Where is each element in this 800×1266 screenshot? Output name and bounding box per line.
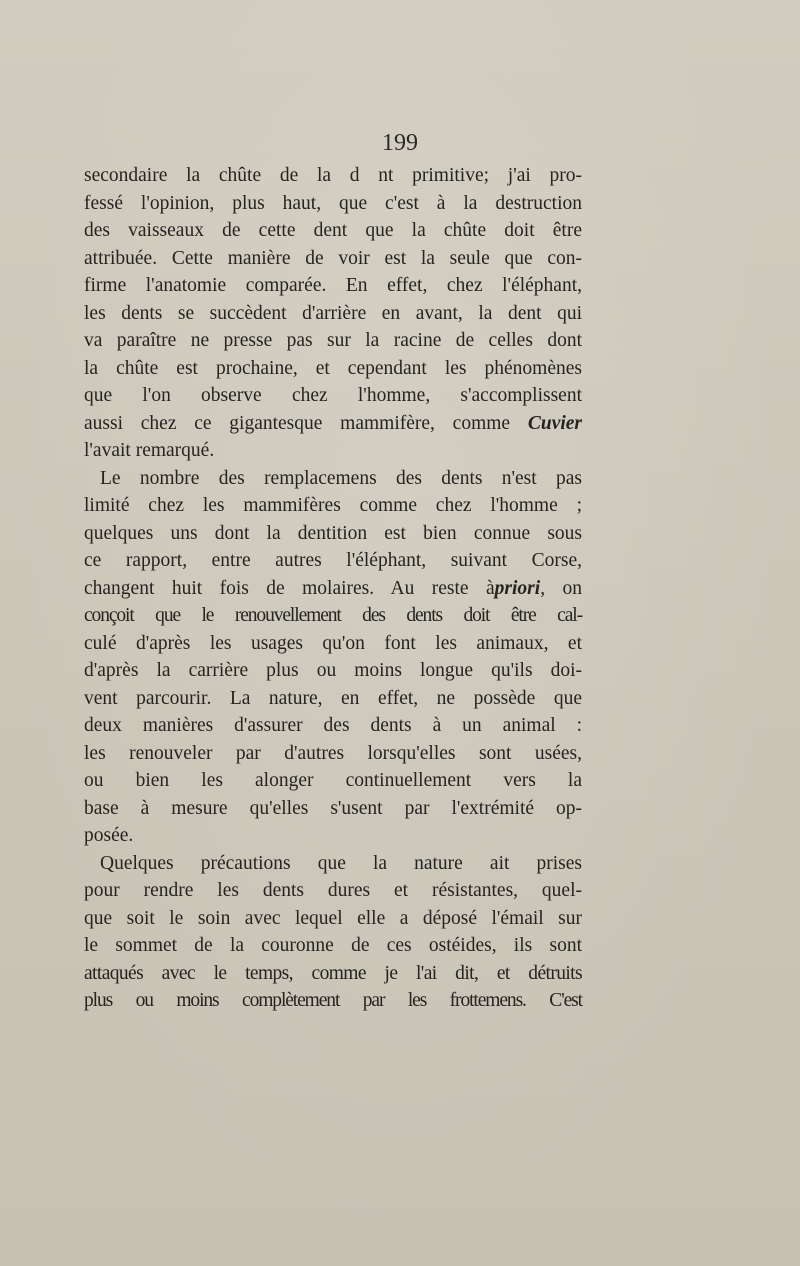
text-line: que soit le soin avec lequel elle a déposé l'émail sur bbox=[84, 907, 582, 929]
text-line: conçoit que le renouvellement des dents doit être cal- bbox=[84, 605, 582, 626]
text-line: quelques uns dont la dentition est bien connue sous bbox=[84, 522, 582, 544]
text-line: vent parcourir. La nature, en effet, ne possède que bbox=[84, 687, 582, 709]
text-line: limité chez les mammifères comme chez l'homme ; bbox=[84, 495, 582, 516]
text-line: secondaire la chûte de la d nt primitive; j'ai pro- bbox=[84, 165, 582, 186]
text-line: que l'on observe chez l'homme, s'accomplissent bbox=[84, 385, 582, 406]
paragraph-start-line: Quelques précautions que la nature ait prises bbox=[100, 852, 582, 874]
text-line: la chûte est prochaine, et cependant les phénomènes bbox=[84, 357, 582, 379]
text-line: deux manières d'assurer des dents à un animal : bbox=[84, 715, 582, 736]
paragraph-start-line: Le nombre des remplacemens des dents n'est pas bbox=[100, 467, 582, 489]
text-line: l'avait remarqué. bbox=[84, 440, 215, 461]
text-line: les dents se succèdent d'arrière en avant, la dent qui bbox=[84, 302, 582, 324]
italic-name-cuvier: Cuvier bbox=[527, 412, 583, 434]
text-line: posée. bbox=[84, 825, 134, 846]
page-number: 199 bbox=[382, 130, 418, 156]
italic-word-priori: priori bbox=[494, 577, 541, 599]
text-line-with-italic bbox=[84, 575, 582, 603]
text-line: firme l'anatomie comparée. En effet, chez l'éléphant, bbox=[84, 275, 582, 296]
text-line: fessé l'opinion, plus haut, que c'est à la destruction bbox=[84, 192, 582, 214]
text-line: base à mesure qu'elles s'usent par l'extrémité op- bbox=[84, 797, 582, 819]
text-segment: changent huit fois de molaires. Au reste à bbox=[84, 577, 495, 599]
text-line: culé d'après les usages qu'on font les animaux, et bbox=[84, 632, 582, 654]
text-line-with-italic bbox=[84, 410, 582, 438]
text-segment: aussi chez ce gigantesque mammifère, comme bbox=[84, 412, 511, 434]
text-line: d'après la carrière plus ou moins longue qu'ils doi- bbox=[84, 660, 582, 681]
text-line: ou bien les alonger continuellement vers la bbox=[84, 770, 582, 791]
text-line: des vaisseaux de cette dent que la chûte doit être bbox=[84, 220, 582, 241]
body-text bbox=[84, 162, 582, 1015]
text-line: attribuée. Cette manière de voir est la seule que con- bbox=[84, 247, 582, 269]
text-line: va paraître ne presse pas sur la racine de celles dont bbox=[84, 330, 582, 351]
text-line: le sommet de la couronne de ces ostéides, ils sont bbox=[84, 935, 582, 956]
text-line: attaqués avec le temps, comme je l'ai dit, et détruits bbox=[84, 962, 582, 984]
text-line: ce rapport, entre autres l'éléphant, suivant Corse, bbox=[84, 550, 582, 571]
text-segment: , on bbox=[540, 577, 582, 599]
text-line: plus ou moins complètement par les frottemens. C'est bbox=[84, 990, 582, 1011]
text-line: les renouveler par d'autres lorsqu'elles sont usées, bbox=[84, 742, 582, 764]
text-line: pour rendre les dents dures et résistantes, quel- bbox=[84, 880, 582, 901]
